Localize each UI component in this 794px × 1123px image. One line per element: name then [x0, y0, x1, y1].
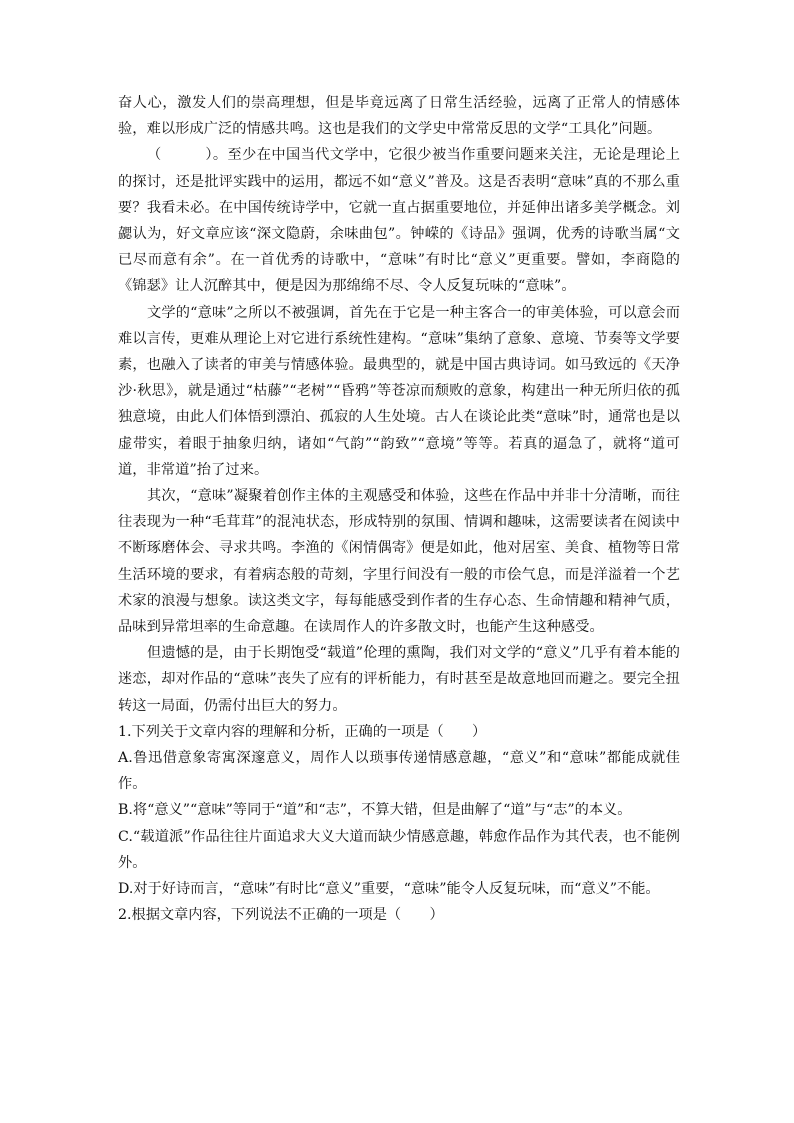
question-1-option-a: A.鲁迅借意象寄寓深邃意义，周作人以琐事传递情感意趣，“意义”和“意味”都能成就佳作。	[118, 750, 680, 793]
paragraph-second-reason: 其次，“意味”凝聚着创作主体的主观感受和体验，这些在作品中并非十分清晰，而往往表现为一种“毛茸茸”的混沌状态，形成特别的氛围、情调和趣味，这需要读者在阅读中不断琢磨体会、寻求共鸣。李渔的《闲情偶寄》便是如此，他对居室、美食、植物等日常生活环境的要求，有着病态般的苛刻，字里行间没有一般的市侩气息，而是洋溢着一个艺术家的浪漫与想象。读这类文字，每每能感受到作者的生存心态、生命情趣和精神气质，品味到异常坦率的生命意趣。在读周作人的许多散文时，也能产生这种感受。	[118, 488, 680, 636]
question-1-option-d: D.对于好诗而言，“意味”有时比“意义”重要，“意味”能令人反复玩味，而“意义”不能。	[118, 881, 660, 898]
question-2-stem: 2.根据文章内容，下列说法不正确的一项是（ ）	[118, 907, 444, 924]
paragraph-conclusion: 但遗憾的是，由于长期饱受“载道”伦理的熏陶，我们对文学的“意义”几乎有着本能的迷恋，却对作品的“意味”丧失了应有的评析能力，有时甚至是故意地回而避之。要完全扭转这一局面，仍需付出巨大的努力。	[118, 645, 680, 714]
paragraph-continued: 奋人心，激发人们的崇高理想，但是毕竟远离了日常生活经验，远离了正常人的情感体验，难以形成广泛的情感共鸣。这也是我们的文学史中常常反思的文学“工具化”问题。	[118, 95, 680, 138]
question-1-option-c: C.“载道派”作品往往片面追求大义大道而缺少情感意趣，韩愈作品作为其代表，也不能例外。	[118, 828, 680, 871]
question-1-option-b: B.将“意义”“意味”等同于“道”和“志”，不算大错，但是曲解了“道”与“志”的本义。	[118, 802, 632, 819]
paragraph-blank-intro: （ ）。至少在中国当代文学中，它很少被当作重要问题来关注，无论是理论上的探讨，还是批评实践中的运用，都远不如“意义”普及。这是否表明“意味”真的不那么重要？我看未必。在中国传统诗学中，它就一直占据重要地位，并延伸出诸多美学概念。刘勰认为，好文章应该“深文隐蔚，余味曲包”。钟嵘的《诗品》强调，优秀的诗歌当属“文已尽而意有余”。在一首优秀的诗歌中，“意味”有时比“意义”更重要。譬如，李商隐的《锦瑟》让人沉醉其中，便是因为那绵绵不尽、令人反复玩味的“意味”。	[118, 147, 680, 295]
paragraph-first-reason: 文学的“意味”之所以不被强调，首先在于它是一种主客合一的审美体验，可以意会而难以言传，更难从理论上对它进行系统性建构。“意味”集纳了意象、意境、节奏等文学要素，也融入了读者的审美与情感体验。最典型的，就是中国古典诗词。如马致远的《天净沙·秋思》，就是通过“枯藤”“老树”“昏鸦”等苍凉而颓败的意象，构建出一种无所归依的孤独意境，由此人们体悟到漂泊、孤寂的人生处境。古人在谈论此类“意味”时，通常也是以虚带实，着眼于抽象归纳，诸如“气韵”“韵致”“意境”等等。若真的逼急了，就将“道可道，非常道”抬了过来。	[118, 304, 680, 478]
document-page	[118, 90, 680, 929]
question-1-stem: 1.下列关于文章内容的理解和分析，正确的一项是（ ）	[118, 723, 487, 740]
